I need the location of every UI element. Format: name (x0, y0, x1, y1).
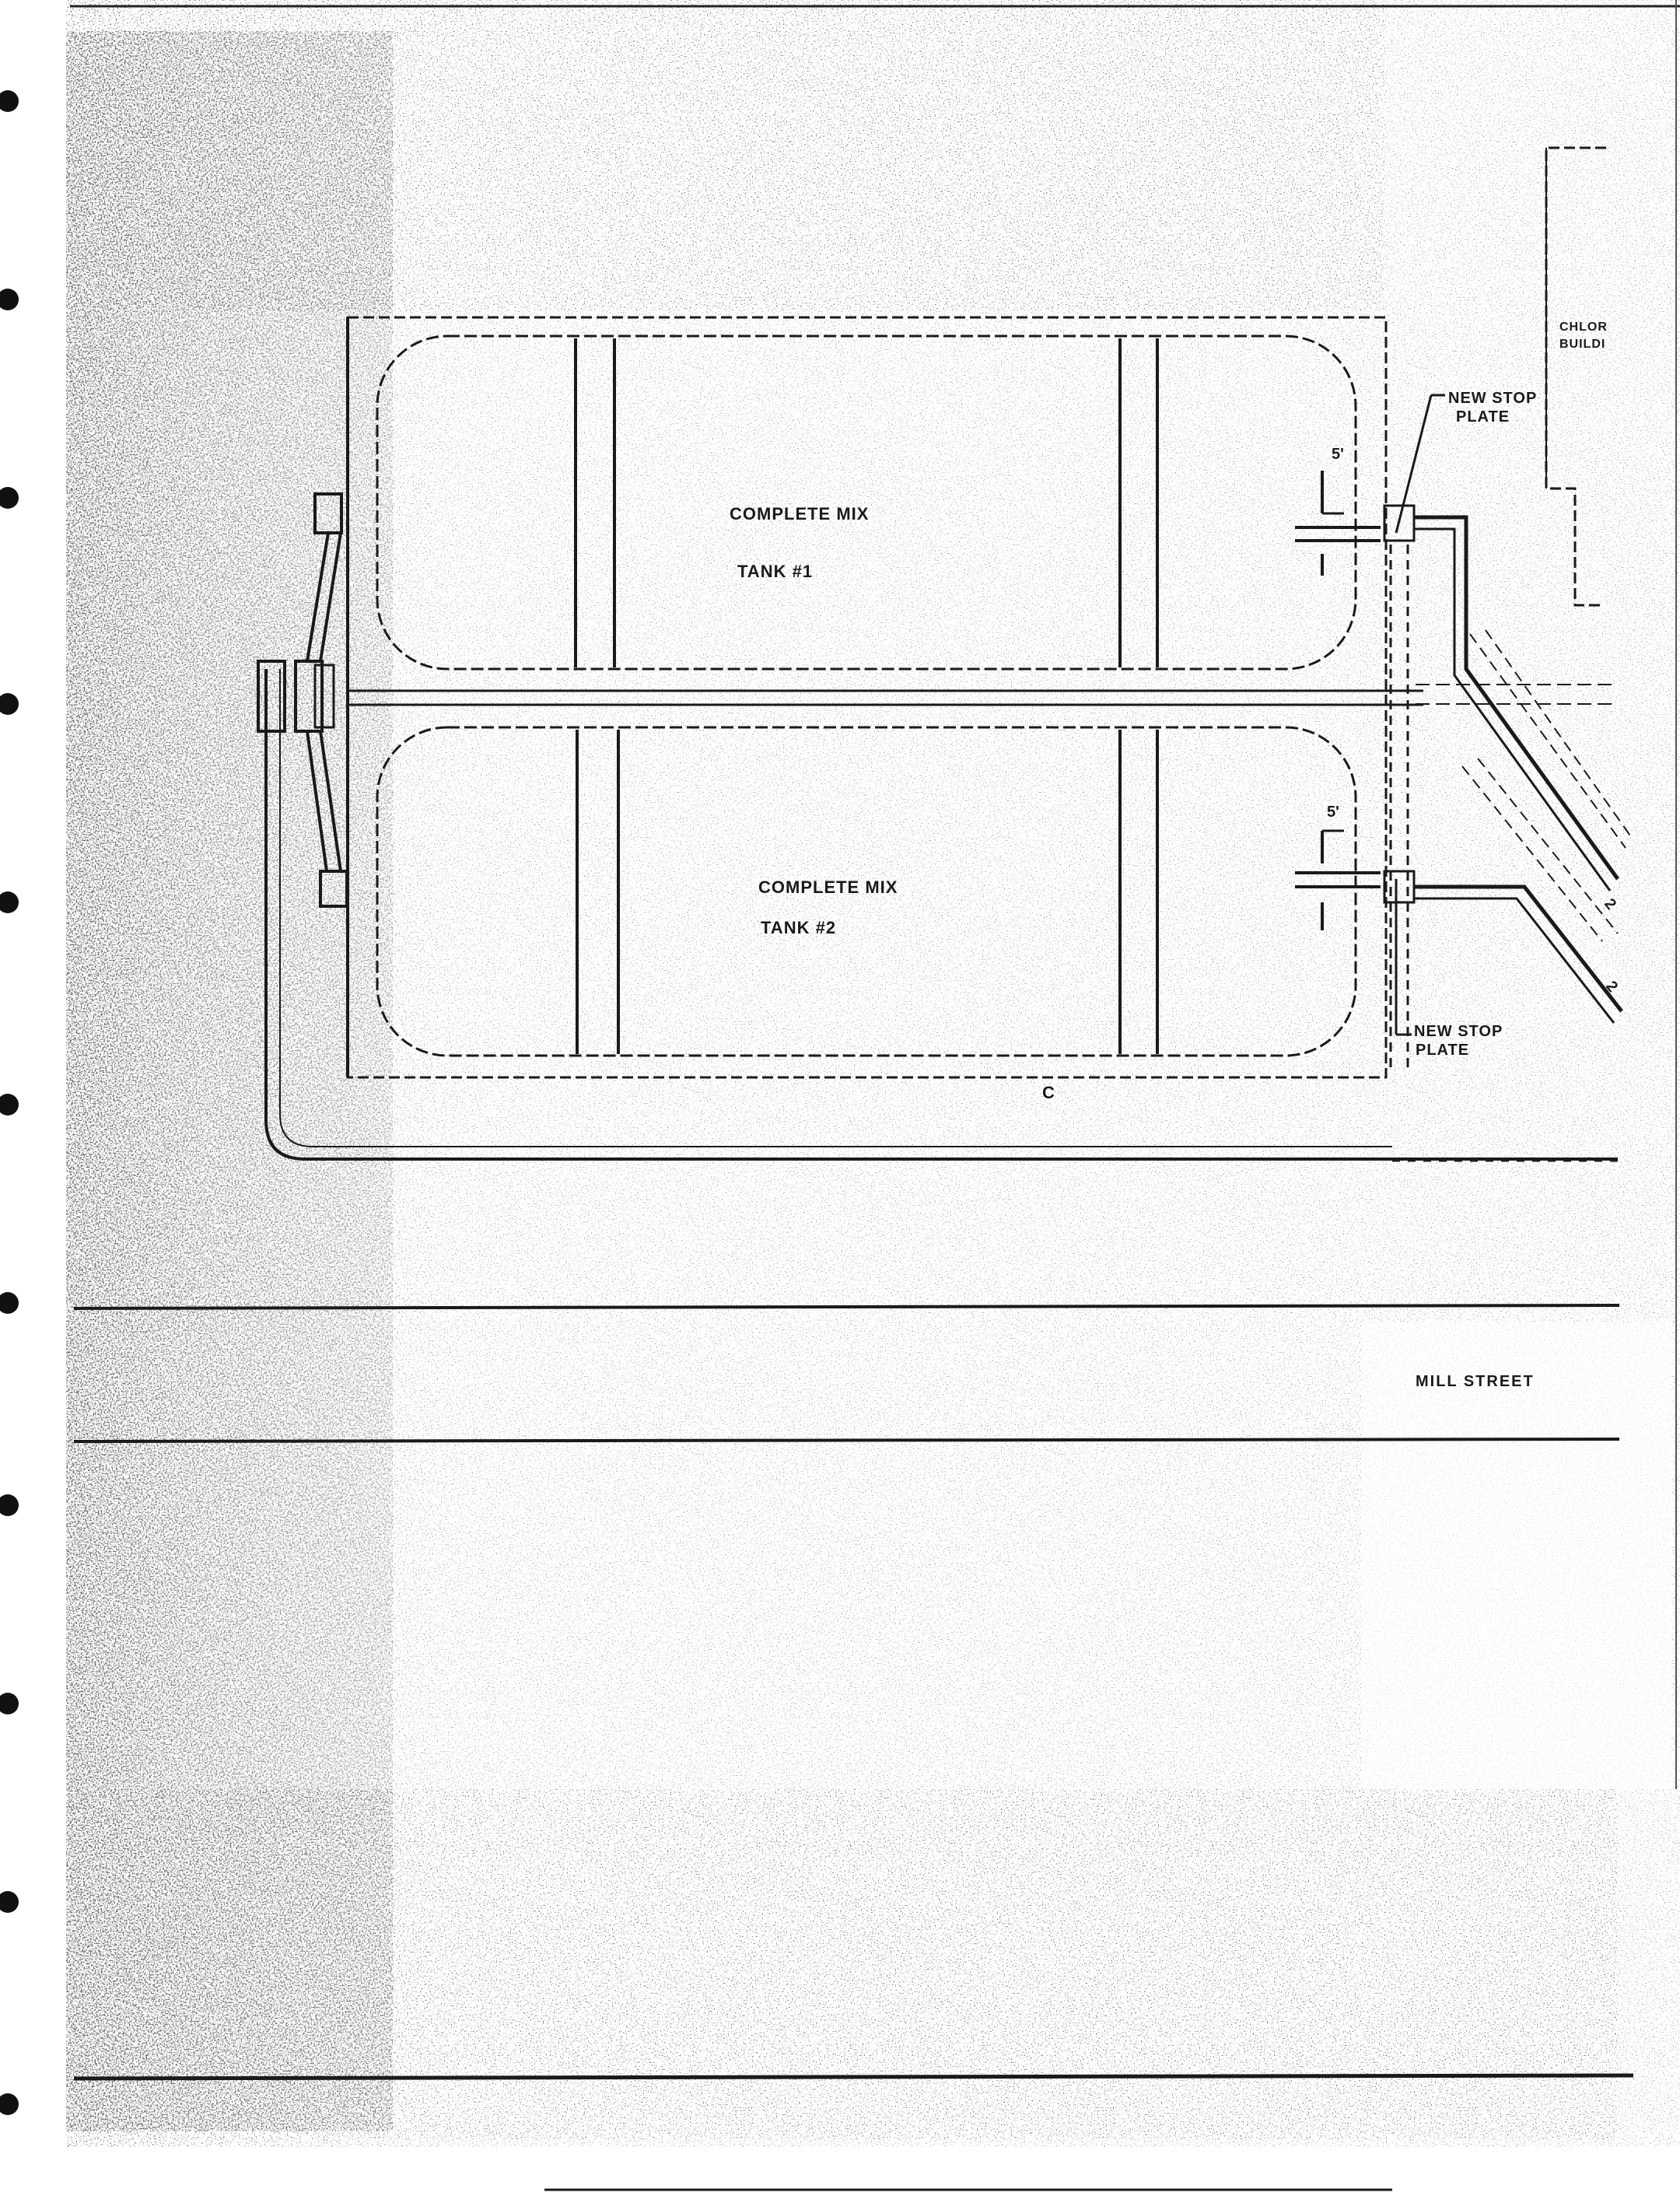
chlorine-building-line1: CHLOR (1559, 320, 1608, 334)
tank-1-label-line2: TANK #1 (737, 562, 814, 581)
misc-c-mark: C (1042, 1083, 1055, 1102)
photocopy-speckle (66, 0, 1680, 2147)
stop-plate-bottom-line1: NEW STOP (1414, 1023, 1503, 1040)
tank-2-label-line2: TANK #2 (761, 918, 837, 937)
dimension-bottom-label: 5' (1327, 804, 1339, 821)
tank-1-label-line1: COMPLETE MIX (730, 504, 870, 524)
tank-2-label-line1: COMPLETE MIX (758, 877, 898, 897)
street-label: MILL STREET (1416, 1373, 1535, 1390)
dimension-top-label: 5' (1332, 446, 1344, 463)
stop-plate-top-line1: NEW STOP (1448, 390, 1538, 407)
stop-plate-bottom-line2: PLATE (1416, 1042, 1470, 1059)
stop-plate-top-line2: PLATE (1456, 408, 1510, 426)
chlorine-building-line2: BUILDI (1559, 338, 1606, 351)
pipe-tag-2: 2 (1602, 978, 1622, 996)
pipe-tag-1: 2 (1601, 895, 1620, 914)
